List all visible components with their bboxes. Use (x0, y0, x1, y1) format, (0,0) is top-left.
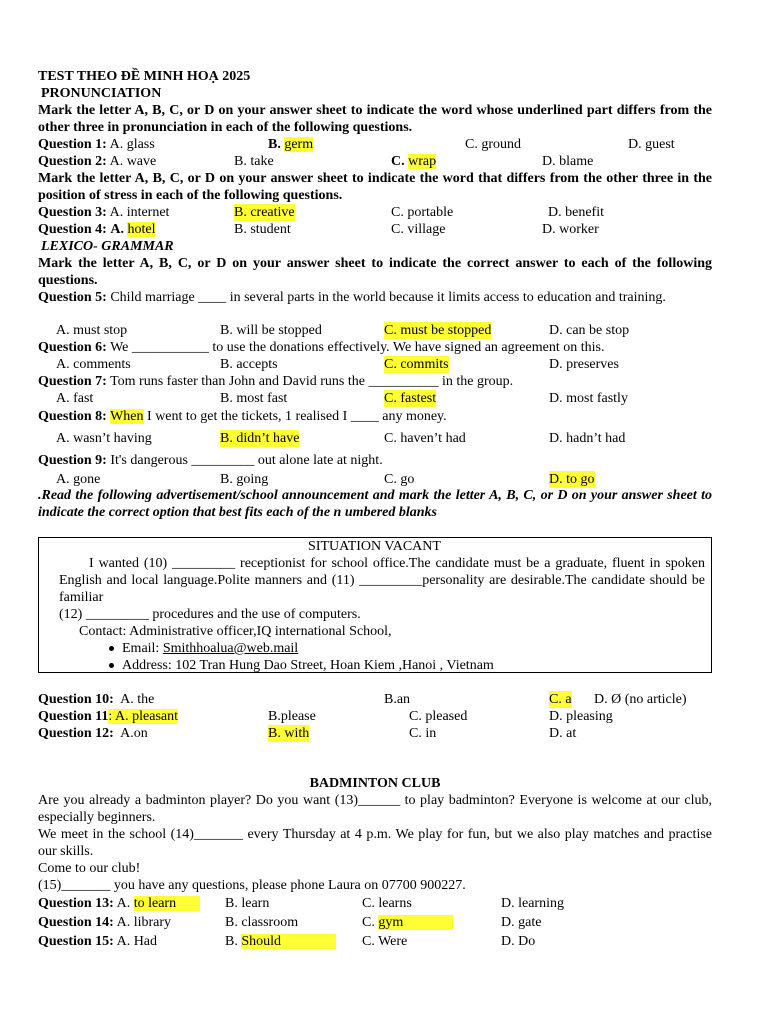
email-link[interactable]: Smithhoalua@web.mail (162, 641, 299, 656)
q2-option-c: C. wrap (391, 154, 437, 169)
question-13: Question 13: A. to learn (38, 895, 200, 912)
q11-option-d: D. pleasing (549, 709, 613, 724)
q14-option-c: C. gym (362, 914, 453, 931)
question-1: Question 1: A. glass (38, 137, 155, 152)
q15-option-d: D. Do (501, 934, 536, 949)
box-address: Address: 102 Tran Hung Dao Street, Hoan Kiem ,Hanoi , Vietnam (79, 657, 494, 674)
q8-option-c: C. haven’t had (384, 431, 466, 446)
q15-option-b: B. Should (225, 933, 336, 950)
q3-option-c: C. portable (391, 205, 454, 220)
box-contact: Contact: Administrative officer,IQ international School, (79, 624, 392, 639)
q9-option-d: D. to go (549, 472, 595, 487)
q6-option-a: A. comments (56, 357, 131, 372)
q6-option-c: C. commits (384, 357, 449, 372)
question-7: Question 7: Tom runs faster than John and David runs the __________ in the group. (38, 374, 514, 389)
q13-option-b: B. learn (225, 896, 270, 911)
bullet-icon (109, 663, 114, 668)
q1-option-c: C. ground (465, 137, 521, 152)
q10-option-b: B.an (384, 692, 411, 707)
q7-option-a: A. fast (56, 391, 94, 406)
club-paragraph-1: Are you already a badminton player? Do you want (13)______ to play badminton? Everyone is welcome at our club, especially beginners. (38, 793, 712, 825)
page-title: TEST THEO ĐỀ MINH HOẠ 2025 (38, 69, 251, 84)
q12-option-d: D. at (549, 726, 577, 741)
box-title: SITUATION VACANT (308, 539, 441, 554)
q12-option-c: C. in (409, 726, 437, 741)
q3-option-b: B. creative (234, 205, 295, 220)
question-8: Question 8: When I went to get the tickets, 1 realised I ____ any money. (38, 409, 447, 424)
q10-option-c: C. a (549, 692, 572, 707)
q14-option-b: B. classroom (225, 915, 299, 930)
question-15: Question 15: A. Had (38, 934, 158, 949)
q15-option-c: C. Were (362, 934, 408, 949)
q9-option-c: C. go (384, 472, 415, 487)
q4-option-d: D. worker (542, 222, 599, 237)
q7-option-d: D. most fastly (549, 391, 628, 406)
question-12: Question 12: A.on (38, 726, 148, 741)
section-pronunciation: PRONUNCIATION (41, 86, 162, 101)
box-paragraph: I wanted (10) _________ receptionist for school office.The candidate must be a graduate, fluent in spoken English and local language.Polite manners and (11) _________personality are desirable.The candidate should be familiar (59, 556, 705, 605)
q1-option-d: D. guest (628, 137, 675, 152)
bullet-icon (109, 646, 114, 651)
q5-option-b: B. will be stopped (220, 323, 322, 338)
box-email: Email: Smithhoalua@web.mail (79, 640, 298, 657)
q11-option-c: C. pleased (409, 709, 468, 724)
box-paragraph-12: (12) _________ procedures and the use of computers. (59, 607, 361, 622)
q6-option-d: D. preserves (549, 357, 619, 372)
q8-option-b: B. didn’t have (220, 431, 300, 446)
q5-option-c: C. must be stopped (384, 323, 492, 338)
instruction-pronunciation: Mark the letter A, B, C, or D on your answer sheet to indicate the word whose underlined part differs from the other three in pronunciation in each of the following questions. (38, 103, 712, 135)
q8-option-a: A. wasn’t having (56, 431, 152, 446)
q3-option-d: D. benefit (548, 205, 604, 220)
q7-option-b: B. most fast (220, 391, 288, 406)
question-3: Question 3: A. internet (38, 205, 170, 220)
question-4: Question 4: A. hotel (38, 222, 156, 237)
question-14: Question 14: A. library (38, 915, 172, 930)
situation-vacant-box (38, 537, 712, 673)
q8-option-d: D. hadn’t had (549, 431, 626, 446)
club-paragraph-2: We meet in the school (14)_______ every Thursday at 4 p.m. We play for fun, but we also play matches and practise our skills. (38, 827, 712, 859)
q6-option-b: B. accepts (220, 357, 278, 372)
q5-option-d: D. can be stop (549, 323, 630, 338)
instruction-grammar: Mark the letter A, B, C, or D on your answer sheet to indicate the correct answer to each of the following questions. (38, 256, 712, 288)
q14-option-d: D. gate (501, 915, 542, 930)
club-paragraph-3: Come to our club! (38, 861, 141, 876)
instruction-reading: .Read the following advertisement/school announcement and mark the letter A, B, C, or D on your answer sheet to indicate the correct option that best fits each of the n umbered blanks (38, 488, 712, 520)
q10-option-d: D. Ø (no article) (594, 692, 687, 707)
question-9: Question 9: It's dangerous _________ out alone late at night. (38, 453, 383, 468)
section-lexico-grammar: LEXICO- GRAMMAR (41, 239, 174, 254)
q12-option-b: B. with (268, 726, 310, 741)
q4-option-c: C. village (391, 222, 446, 237)
question-2: Question 2: A. wave (38, 154, 157, 169)
q2-option-b: B. take (234, 154, 274, 169)
instruction-stress: Mark the letter A, B, C, or D on your answer sheet to indicate the word that differs from the other three in the position of stress in each of the following questions. (38, 171, 712, 203)
q11-option-b: B.please (268, 709, 316, 724)
q2-option-d: D. blame (542, 154, 594, 169)
q9-option-a: A. gone (56, 472, 101, 487)
q13-option-d: D. learning (501, 896, 564, 911)
question-11: Question 11: A. pleasant (38, 709, 179, 724)
question-5: Question 5: Child marriage ____ in several parts in the world because it limits access to education and training. (38, 290, 666, 305)
q13-option-c: C. learns (362, 896, 412, 911)
club-paragraph-4: (15)_______ you have any questions, please phone Laura on 07700 900227. (38, 878, 466, 893)
q9-option-b: B. going (220, 472, 269, 487)
q7-option-c: C. fastest (384, 391, 437, 406)
question-10: Question 10: A. the (38, 692, 155, 707)
club-title: BADMINTON CLUB (309, 776, 441, 791)
question-6: Question 6: We ___________ to use the donations effectively. We have signed an agreement on this. (38, 340, 605, 355)
q1-option-b: B. germ (268, 137, 314, 152)
q5-option-a: A. must stop (56, 323, 128, 338)
q4-option-b: B. student (234, 222, 291, 237)
